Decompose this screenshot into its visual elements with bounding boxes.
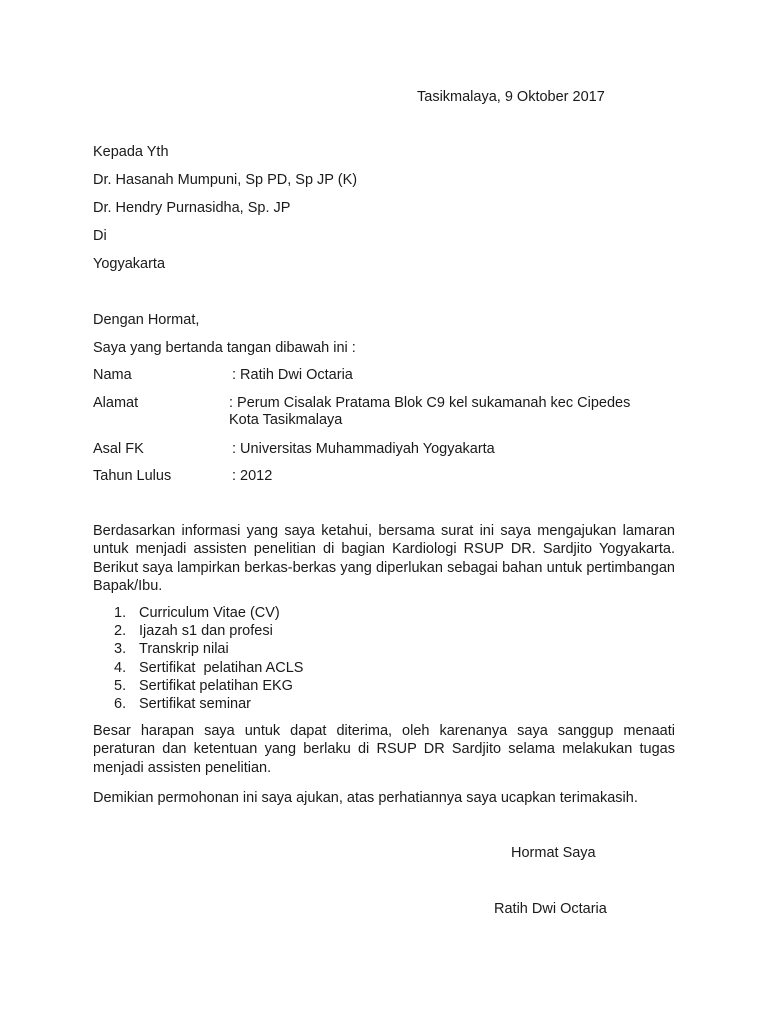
- field-value-alamat-line2: Kota Tasikmalaya: [229, 412, 343, 428]
- body-paragraph-3: Demikian permohonan ini saya ajukan, atas perhatiannya saya ucapkan terimakasih.: [93, 790, 638, 806]
- list-item-number: 1.: [114, 605, 127, 621]
- place-date: Tasikmalaya, 9 Oktober 2017: [417, 89, 605, 105]
- signer-name: Ratih Dwi Octaria: [494, 901, 607, 917]
- body-paragraph-1: Berdasarkan informasi yang saya ketahui, bersama surat ini saya mengajukan lamaran untuk menjadi assisten penelitian di bagian Kardiologi RSUP DR. Sardjito Yogyakarta. Berikut saya lampirkan berkas-berkas yang diperlukan sebagai bahan untuk pertimbangan Bapak/Ibu.: [93, 523, 675, 594]
- list-item-number: 3.: [114, 641, 127, 658]
- list-item: [114, 695, 303, 713]
- list-item-number: 6.: [114, 695, 127, 712]
- field-value-tahun-lulus: : 2012: [232, 468, 273, 484]
- list-item-text: Transkrip nilai: [139, 641, 229, 658]
- body-paragraph-2: Besar harapan saya untuk dapat diterima, oleh karenanya saya sanggup menaati peraturan dan ketentuan yang berlaku di RSUP DR Sardjito selama melakukan tugas menjadi assisten penelitian.: [93, 723, 675, 776]
- intro-line: Saya yang bertanda tangan dibawah ini :: [93, 340, 356, 356]
- list-item-text: Sertifikat pelatihan ACLS: [139, 659, 304, 676]
- field-value-alamat: : Perum Cisalak Pratama Blok C9 kel sukamanah kec Cipedes: [229, 395, 631, 411]
- recipient-name-2: Dr. Hendry Purnasidha, Sp. JP: [93, 200, 291, 216]
- recipient-di: Di: [93, 228, 107, 244]
- recipient-name-1: Dr. Hasanah Mumpuni, Sp PD, Sp JP (K): [93, 172, 358, 188]
- greeting: Dengan Hormat,: [93, 312, 200, 328]
- list-item: [114, 622, 303, 640]
- list-item-text: Sertifikat seminar: [139, 695, 252, 712]
- closing-salutation: Hormat Saya: [511, 845, 596, 861]
- attachment-list: [114, 604, 303, 713]
- list-item: [114, 640, 303, 658]
- recipient-city: Yogyakarta: [93, 256, 166, 272]
- field-label-alamat: Alamat: [93, 395, 139, 411]
- list-item-text: Ijazah s1 dan profesi: [139, 623, 273, 640]
- list-item-text: Curriculum Vitae (CV): [139, 605, 280, 621]
- field-label-tahun-lulus: Tahun Lulus: [93, 468, 172, 484]
- list-item: [114, 659, 303, 677]
- list-item-number: 2.: [114, 623, 127, 640]
- list-item-text: Sertifikat pelatihan EKG: [139, 677, 293, 694]
- list-item-number: 5.: [114, 677, 127, 694]
- field-label-asal-fk: Asal FK: [93, 441, 144, 457]
- field-value-asal-fk: : Universitas Muhammadiyah Yogyakarta: [232, 441, 495, 457]
- list-item: [114, 677, 303, 695]
- list-item-number: 4.: [114, 659, 127, 676]
- list-item: [114, 604, 303, 622]
- field-value-nama: : Ratih Dwi Octaria: [232, 367, 353, 383]
- recipient-salutation: Kepada Yth: [93, 144, 169, 160]
- field-label-nama: Nama: [93, 367, 132, 383]
